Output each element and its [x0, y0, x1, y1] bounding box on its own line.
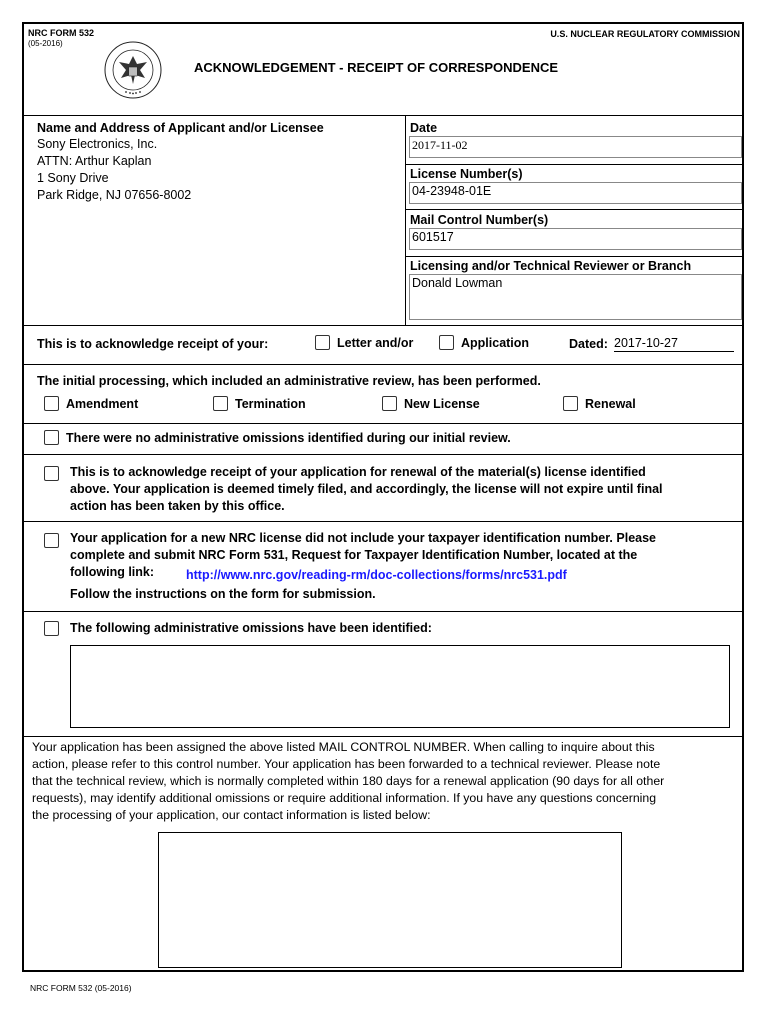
application-checkbox[interactable]	[439, 335, 454, 350]
taxpayer-line-2: complete and submit NRC Form 531, Request for Taxpayer Identification Number, located at the	[70, 548, 638, 562]
omissions-checkbox[interactable]	[44, 621, 59, 636]
footer-form-number: NRC FORM 532 (05-2016)	[30, 983, 132, 993]
nrc531-link[interactable]: http://www.nrc.gov/reading-rm/doc-collections/forms/nrc531.pdf	[186, 568, 567, 582]
assignment-line-4: requests), may identify additional omissions or require additional information. If you have any questions concerning	[32, 791, 657, 805]
nrc-seal-icon	[103, 40, 163, 100]
assignment-line-3: that the technical review, which is normally completed within 180 days for a renewal application (90 days for all other	[32, 774, 665, 788]
agency-name: U.S. NUCLEAR REGULATORY COMMISSION	[550, 29, 740, 39]
divider	[22, 454, 744, 455]
assignment-line-2: action, please refer to this control number. Your application has been forwarded to a technical reviewer. Please note	[32, 757, 661, 771]
receipt-text: This is to acknowledge receipt of your:	[37, 337, 269, 351]
mail-control-field[interactable]: 601517	[409, 228, 742, 250]
taxpayer-line-1: Your application for a new NRC license did not include your taxpayer identification number. Please	[70, 531, 656, 545]
applicant-line-3: 1 Sony Drive	[37, 171, 109, 185]
dated-field[interactable]: 2017-10-27	[614, 336, 734, 352]
reviewer-field[interactable]: Donald Lowman	[409, 274, 742, 320]
renewal-ack-checkbox[interactable]	[44, 466, 59, 481]
divider	[405, 209, 744, 210]
form-date: (05-2016)	[28, 39, 63, 48]
amendment-label: Amendment	[66, 397, 139, 411]
license-label: License Number(s)	[410, 167, 523, 181]
new-license-checkbox[interactable]	[382, 396, 397, 411]
application-label: Application	[461, 336, 530, 350]
new-license-label: New License	[404, 397, 480, 411]
amendment-checkbox[interactable]	[44, 396, 59, 411]
date-field[interactable]: 2017-11-02	[409, 136, 742, 158]
omissions-textarea[interactable]	[70, 645, 730, 728]
applicant-line-2: ATTN: Arthur Kaplan	[37, 154, 152, 168]
divider	[22, 115, 744, 116]
divider	[22, 736, 744, 737]
divider	[405, 256, 744, 257]
divider	[405, 164, 744, 165]
no-omissions-text: There were no administrative omissions identified during our initial review.	[66, 431, 511, 445]
letter-label: Letter and/or	[337, 336, 414, 350]
renewal-ack-line-1: This is to acknowledge receipt of your application for renewal of the material(s) license identified	[70, 465, 646, 479]
taxpayer-checkbox[interactable]	[44, 533, 59, 548]
applicant-line-1: Sony Electronics, Inc.	[37, 137, 158, 151]
column-divider	[405, 115, 406, 325]
omissions-text: The following administrative omissions have been identified:	[70, 621, 432, 635]
applicant-heading: Name and Address of Applicant and/or Licensee	[37, 121, 324, 135]
divider	[22, 325, 744, 326]
assignment-line-1: Your application has been assigned the above listed MAIL CONTROL NUMBER. When calling to inquire about this	[32, 740, 655, 754]
taxpayer-line-4: Follow the instructions on the form for submission.	[70, 587, 376, 601]
renewal-checkbox[interactable]	[563, 396, 578, 411]
license-number-field[interactable]: 04-23948-01E	[409, 182, 742, 204]
processing-text: The initial processing, which included an administrative review, has been performed.	[37, 374, 541, 388]
contact-info-box[interactable]	[158, 832, 622, 968]
divider	[22, 521, 744, 522]
mail-control-label: Mail Control Number(s)	[410, 213, 549, 227]
reviewer-label: Licensing and/or Technical Reviewer or Branch	[410, 259, 692, 273]
termination-label: Termination	[235, 397, 306, 411]
no-omissions-checkbox[interactable]	[44, 430, 59, 445]
form-number: NRC FORM 532	[28, 28, 95, 38]
renewal-ack-line-3: action has been taken by this office.	[70, 499, 285, 513]
termination-checkbox[interactable]	[213, 396, 228, 411]
divider	[22, 364, 744, 365]
letter-checkbox[interactable]	[315, 335, 330, 350]
dated-label: Dated:	[569, 337, 608, 351]
assignment-line-5: the processing of your application, our contact information is listed below:	[32, 808, 431, 822]
applicant-line-4: Park Ridge, NJ 07656-8002	[37, 188, 192, 202]
renewal-ack-line-2: above. Your application is deemed timely filed, and accordingly, the license will not expire until final	[70, 482, 663, 496]
divider	[22, 423, 744, 424]
form-title: ACKNOWLEDGEMENT - RECEIPT OF CORRESPONDENCE	[194, 60, 559, 75]
divider	[22, 611, 744, 612]
renewal-label: Renewal	[585, 397, 636, 411]
taxpayer-line-3: following link:	[70, 565, 155, 579]
date-label: Date	[410, 121, 438, 135]
